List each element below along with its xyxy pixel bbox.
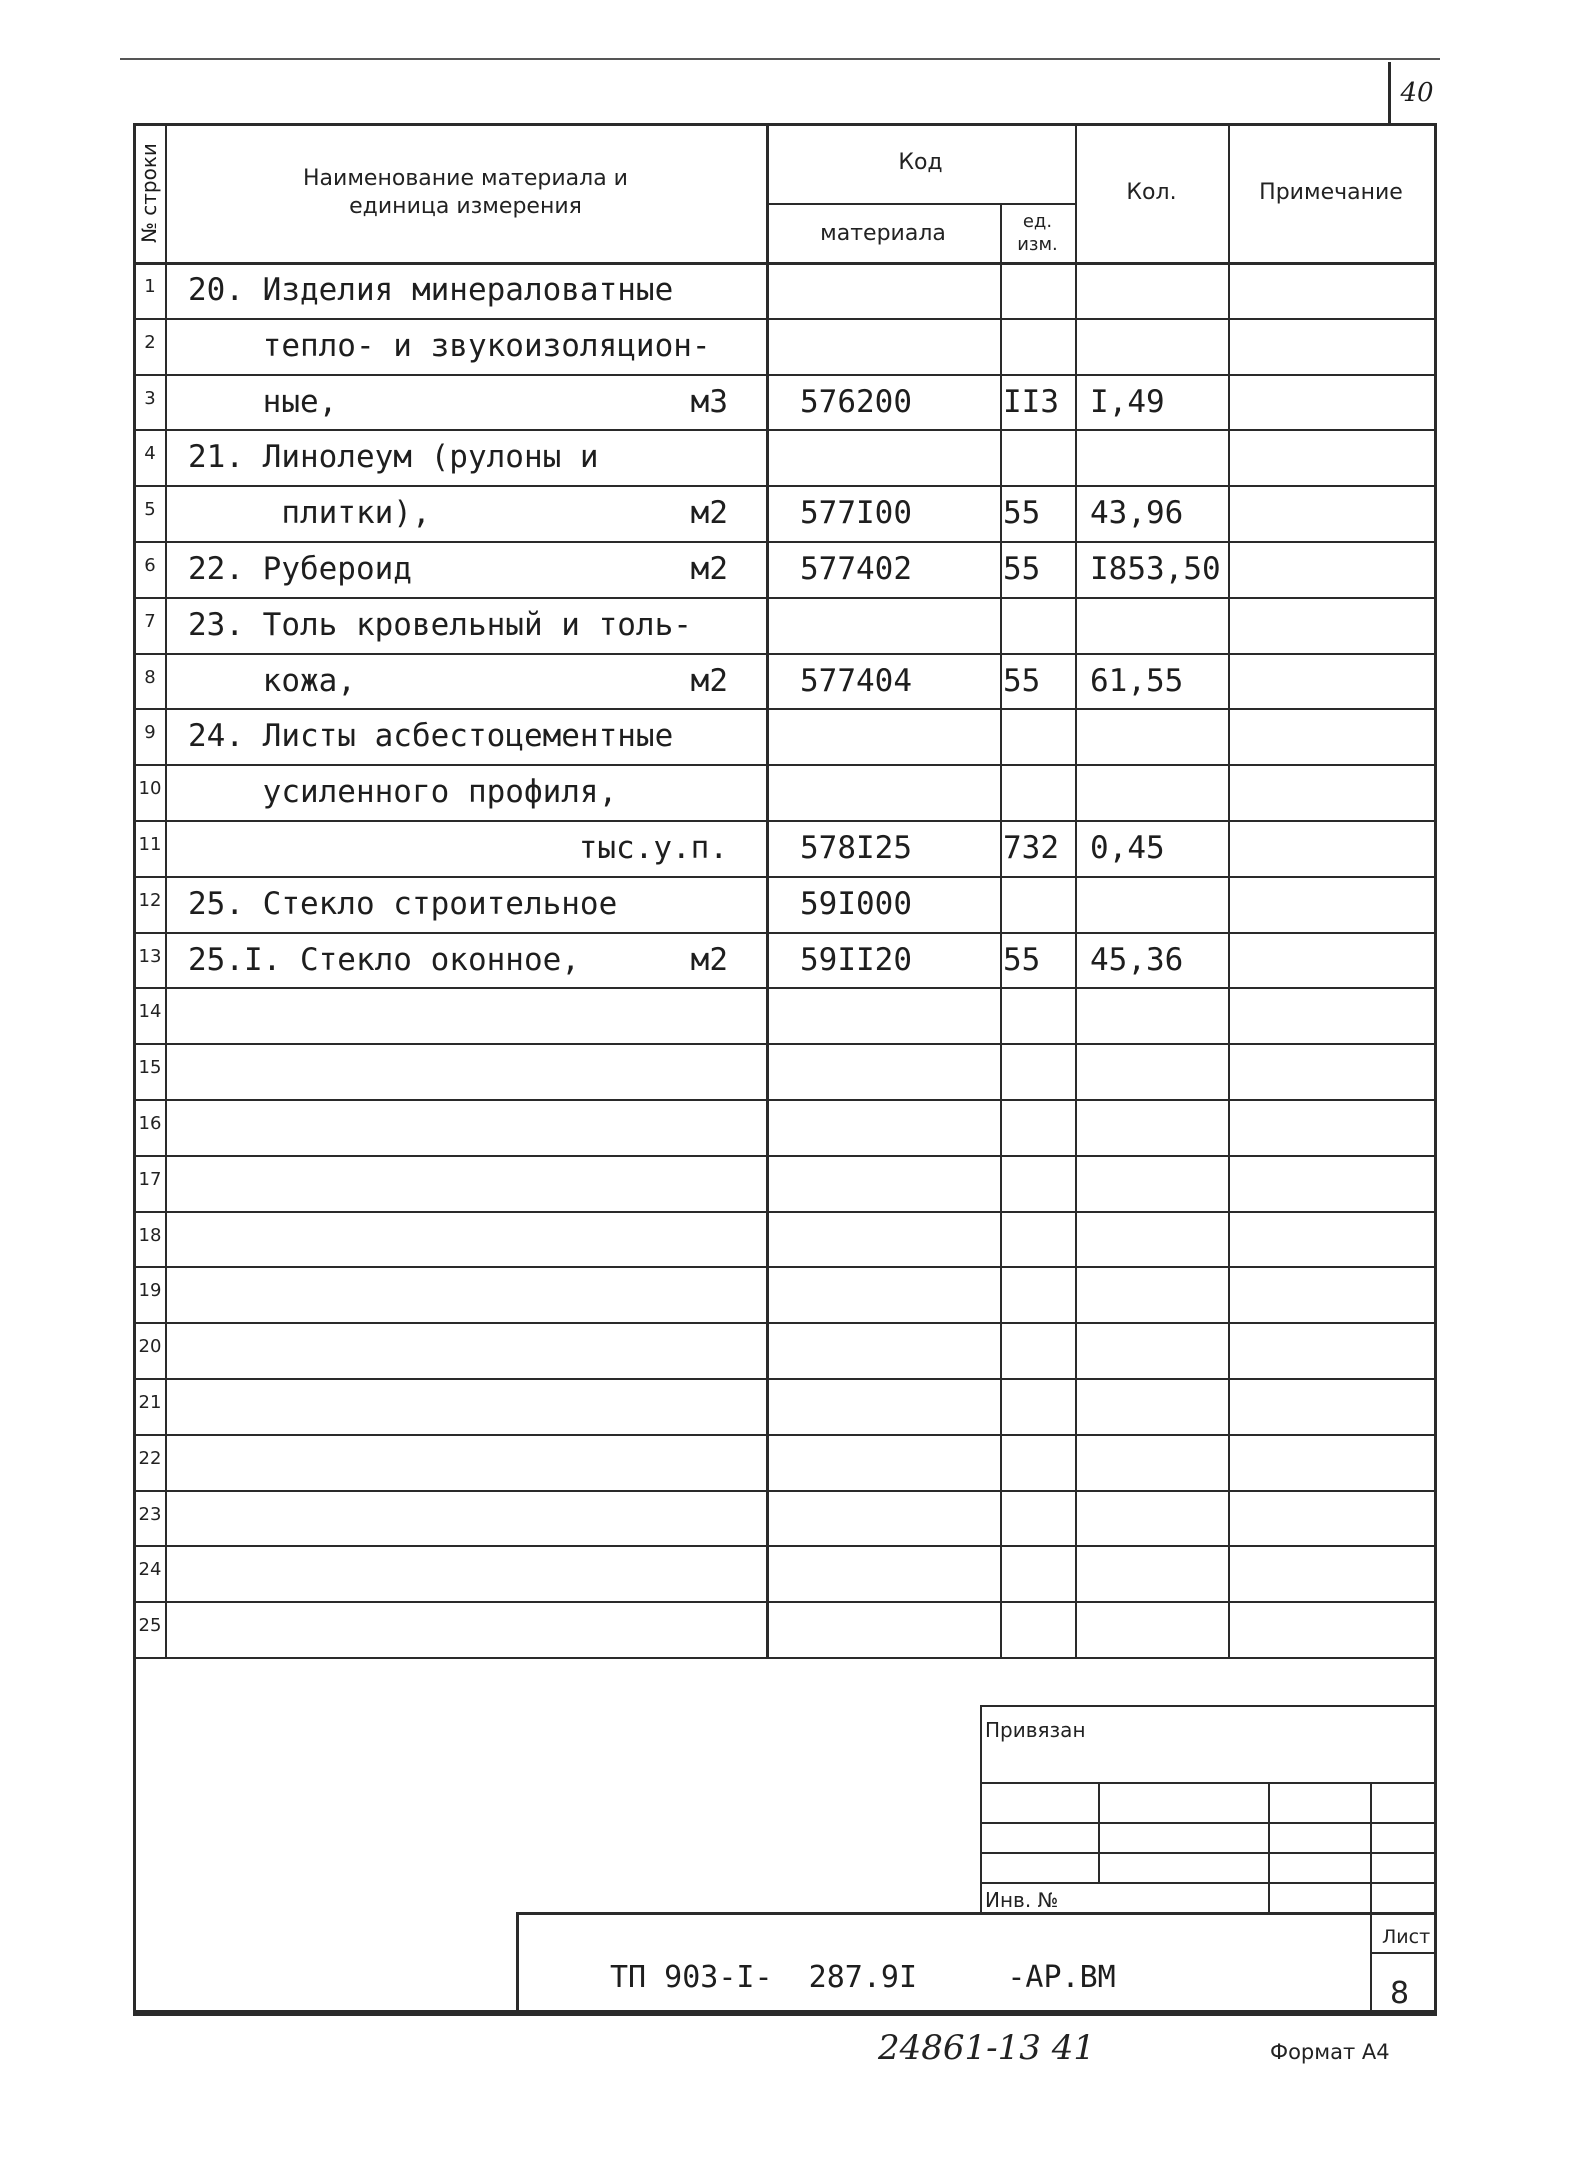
row-rule [133, 708, 1434, 710]
unit-code: II3 [1003, 384, 1059, 420]
material-code: 577404 [800, 663, 912, 699]
col-rule-name [766, 123, 769, 1657]
material-code: 577I00 [800, 495, 912, 531]
unit-code: 732 [1003, 830, 1059, 866]
material-name: 23. Толь кровельный и толь- [188, 607, 692, 643]
material-code: 576200 [800, 384, 912, 420]
header-bottom-rule [133, 262, 1434, 265]
titleblock-left-rule [516, 1912, 519, 2013]
row-rule [133, 1378, 1434, 1380]
row-rule [133, 485, 1434, 487]
material-name: тепло- и звукоизоляцион- [188, 328, 711, 364]
row-rule [133, 1601, 1434, 1603]
unit-code: 55 [1003, 663, 1041, 699]
quantity: I853,50 [1090, 551, 1221, 587]
quantity: 45,36 [1090, 942, 1184, 978]
linked-label: Привязан [985, 1718, 1086, 1742]
stamp-rule-1 [980, 1782, 1437, 1784]
row-number: 1 [144, 276, 156, 297]
row-rule [133, 1490, 1434, 1492]
row-rule [133, 987, 1434, 989]
row-rule [133, 1211, 1434, 1213]
quantity: 0,45 [1090, 830, 1165, 866]
frame-bottom-rule [133, 2013, 1437, 2016]
material-name: 25. Стекло строительное [188, 886, 618, 922]
header-note: Примечание [1259, 179, 1403, 205]
row-number: 20 [138, 1336, 162, 1357]
sheet-number: 8 [1390, 1976, 1410, 2011]
titleblock-sheet-rule [1370, 1912, 1372, 2013]
row-number: 18 [138, 1225, 162, 1246]
quantity: 61,55 [1090, 663, 1184, 699]
row-rule [133, 653, 1434, 655]
archive-number: 24861-13 41 [878, 2028, 1095, 2068]
col-rule-code [1000, 205, 1002, 1657]
format-label: Формат А4 [1270, 2040, 1390, 2064]
material-name: усиленного профиля, [188, 774, 618, 810]
stamp-top-rule [980, 1705, 1437, 1707]
row-number: 5 [144, 499, 156, 520]
material-name: плитки), [188, 495, 431, 531]
row-number: 22 [138, 1448, 162, 1469]
material-name: 24. Листы асбестоцементные [188, 718, 674, 754]
material-unit: м2 [690, 663, 728, 699]
row-rule [133, 1657, 1434, 1659]
col-rule-unit [1075, 123, 1077, 1657]
row-rule [133, 764, 1434, 766]
stamp-col-1 [1098, 1782, 1100, 1882]
header-row-number: № строки [137, 143, 161, 243]
material-code: 578I25 [800, 830, 912, 866]
header-qty: Кол. [1126, 179, 1177, 205]
material-code: 59I000 [800, 886, 912, 922]
header-code: Код [898, 150, 943, 176]
row-number: 21 [138, 1392, 162, 1413]
header-code-unit: ед. изм. [1017, 211, 1058, 255]
row-number: 14 [138, 1001, 162, 1022]
stamp-rule-2 [980, 1822, 1437, 1824]
row-number: 25 [138, 1615, 162, 1636]
row-number: 10 [138, 778, 162, 799]
row-number: 6 [144, 555, 156, 576]
page-number: 40 [1388, 62, 1443, 124]
material-unit: м2 [690, 942, 728, 978]
stamp-col-2 [1268, 1782, 1270, 1912]
material-code: 59II20 [800, 942, 912, 978]
row-rule [133, 1099, 1434, 1101]
row-rule [133, 1434, 1434, 1436]
row-number: 16 [138, 1113, 162, 1134]
material-name: 22. Рубероид [188, 551, 412, 587]
material-code: 577402 [800, 551, 912, 587]
stamp-rule-4 [980, 1882, 1437, 1884]
material-unit: тыс.у.п. [578, 830, 728, 866]
row-number: 17 [138, 1169, 162, 1190]
row-number: 19 [138, 1280, 162, 1301]
row-rule [133, 876, 1434, 878]
row-rule [133, 318, 1434, 320]
material-unit: м3 [690, 384, 728, 420]
row-rule [133, 932, 1434, 934]
row-rule [133, 541, 1434, 543]
row-rule [133, 597, 1434, 599]
row-rule [133, 1266, 1434, 1268]
top-rule [120, 58, 1440, 60]
document-code: ТП 903-I- 287.9I -АР.ВМ [610, 1960, 1116, 1995]
sheet-label: Лист [1382, 1926, 1431, 1948]
header-name: Наименование материала и единица измерения [303, 166, 628, 219]
row-number: 24 [138, 1559, 162, 1580]
titleblock-sheet-split [1370, 1952, 1437, 1954]
unit-code: 55 [1003, 942, 1041, 978]
row-number: 2 [144, 332, 156, 353]
unit-code: 55 [1003, 551, 1041, 587]
quantity: 43,96 [1090, 495, 1184, 531]
material-name: кожа, [188, 663, 356, 699]
stamp-col-3 [1370, 1782, 1372, 1912]
material-name: 21. Линолеум (рулоны и [188, 439, 599, 475]
material-name: 25.I. Стекло оконное, [188, 942, 580, 978]
row-number: 15 [138, 1057, 162, 1078]
row-number: 8 [144, 667, 156, 688]
inv-no-label: Инв. № [985, 1888, 1059, 1912]
row-rule [133, 1545, 1434, 1547]
titleblock-top-rule [516, 1912, 1437, 1915]
row-number: 7 [144, 611, 156, 632]
header-code-material: материала [820, 220, 946, 246]
row-rule [133, 1155, 1434, 1157]
row-number: 12 [138, 890, 162, 911]
row-rule [133, 820, 1434, 822]
row-number: 9 [144, 722, 156, 743]
material-name: ные, [188, 384, 338, 420]
row-number: 23 [138, 1504, 162, 1525]
row-rule [133, 374, 1434, 376]
row-number: 4 [144, 443, 156, 464]
material-unit: м2 [690, 495, 728, 531]
stamp-rule-3 [980, 1852, 1437, 1854]
material-name: 20. Изделия минераловатные [188, 272, 674, 308]
row-number: 11 [138, 834, 162, 855]
quantity: I,49 [1090, 384, 1165, 420]
material-unit: м2 [690, 551, 728, 587]
page-frame-right [1434, 123, 1437, 2013]
unit-code: 55 [1003, 495, 1041, 531]
col-rule-qty [1228, 123, 1230, 1657]
row-number: 13 [138, 946, 162, 967]
row-number: 3 [144, 388, 156, 409]
row-rule [133, 1043, 1434, 1045]
row-rule [133, 429, 1434, 431]
row-rule [133, 1322, 1434, 1324]
